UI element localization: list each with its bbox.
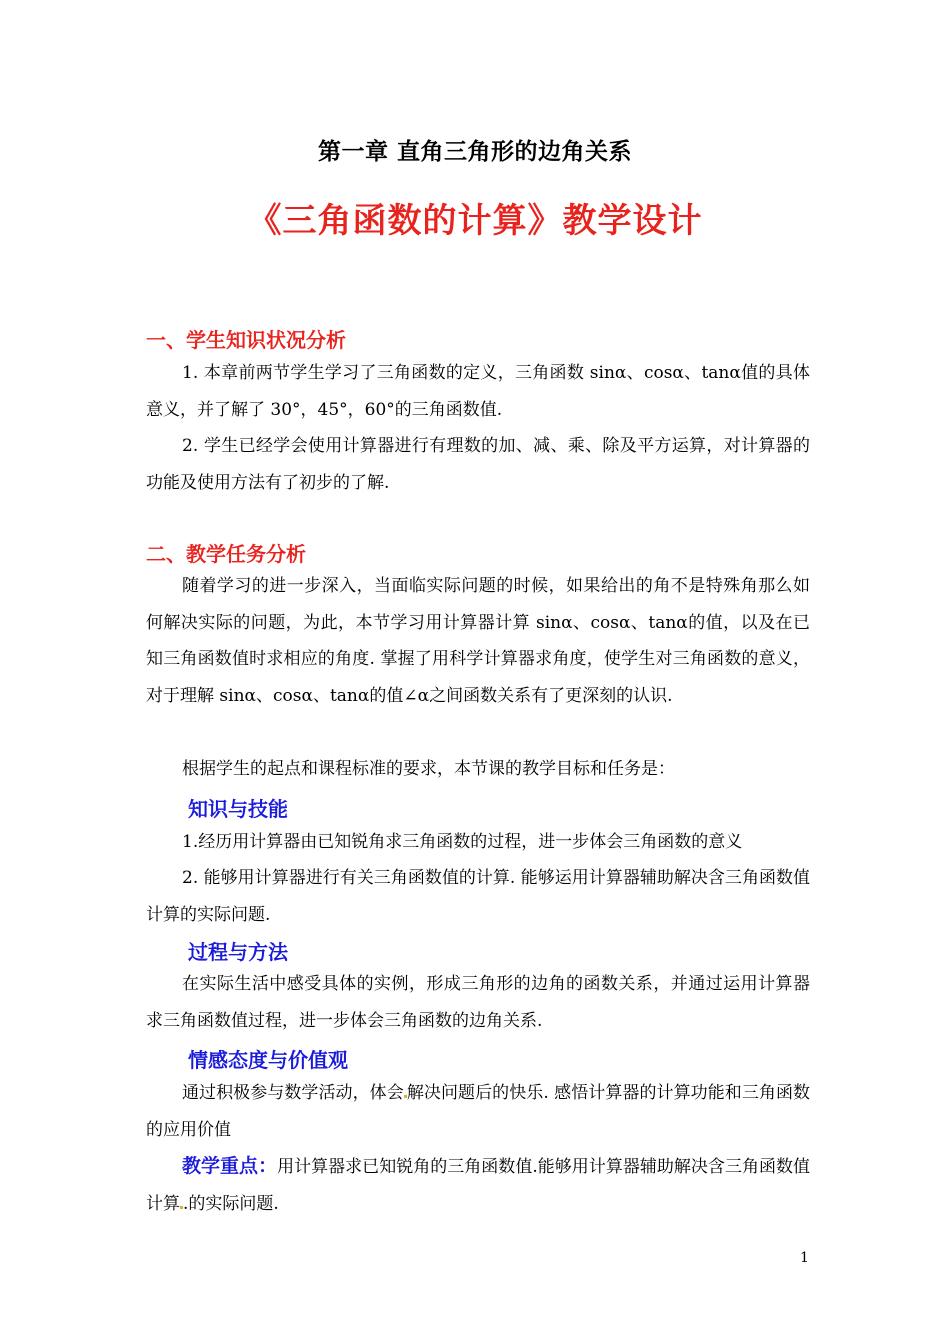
- emotion-text-part1: 通过积极参与数学活动，体会: [182, 1083, 404, 1103]
- key-point-text-part2: .能够用计算器辅助解决含三角函数值计算: [146, 1157, 811, 1214]
- emotion-text-part2: 解决问题后的快乐. 感悟计算器的计算功能和三角函数的应用价值: [146, 1083, 811, 1140]
- subheading-emotion-values: 情感态度与价值观: [188, 1048, 348, 1072]
- chapter-title: 第一章 直角三角形的边角关系: [317, 139, 632, 165]
- paragraph-emotion-values: [146, 1075, 810, 1148]
- section-heading-student-knowledge: 一、学生知识状况分析: [146, 328, 346, 352]
- main-title: 《三角函数的计算》教学设计: [247, 201, 703, 241]
- paragraph-knowledge-2: 2. 学生已经学会使用计算器进行有理数的加、减、乘、除及平方运算，对计算器的功能及使用方法有了初步的了解.: [146, 436, 810, 493]
- paragraph-knowledge-1: 1. 本章前两节学生学习了三角函数的定义，三角函数 sinα、cosα、tanα值的具体意义，并了解了 30°，45°，60°的三角函数值.: [146, 363, 810, 420]
- key-point-text-part1: 用计算器求已知锐角的三角函数值: [277, 1157, 533, 1177]
- paragraph-process-method: 在实际生活中感受具体的实例，形成三角形的边角的函数关系，并通过运用计算器求三角函数值过程，进一步体会三角函数的边角关系.: [146, 974, 810, 1031]
- paragraph-key-point: [146, 1148, 810, 1222]
- key-point-label: 教学重点：: [182, 1155, 278, 1177]
- paragraph-task-analysis: 随着学习的进一步深入，当面临实际问题的时候，如果给出的角不是特殊角那么如何解决实际的问题，为此，本节学习用计算器计算 sinα、cosα、tanα的值，以及在已知三角函数值时求相应的角度. 掌握了用科学计算器求角度，使学生对三角函数的意义，对于理解 sinα、cosα、tanα的值∠α之间函数关系有了更深刻的认识.: [146, 576, 810, 706]
- subheading-process-method: 过程与方法: [188, 940, 288, 964]
- subheading-knowledge-skills: 知识与技能: [188, 797, 288, 821]
- page-number: 1: [800, 1250, 809, 1266]
- paragraph-knowledge-skills-1: 1.经历用计算器由已知锐角求三角函数的过程，进一步体会三角函数的意义: [182, 832, 743, 852]
- paragraph-objectives-intro: 根据学生的起点和课程标准的要求，本节课的教学目标和任务是：: [182, 759, 675, 779]
- section-heading-task-analysis: 二、教学任务分析: [146, 542, 306, 566]
- paragraph-knowledge-skills-2: 2. 能够用计算器进行有关三角函数值的计算. 能够运用计算器辅助解决含三角函数值计算的实际问题.: [146, 868, 810, 925]
- key-point-text-part3: .的实际问题.: [183, 1193, 279, 1214]
